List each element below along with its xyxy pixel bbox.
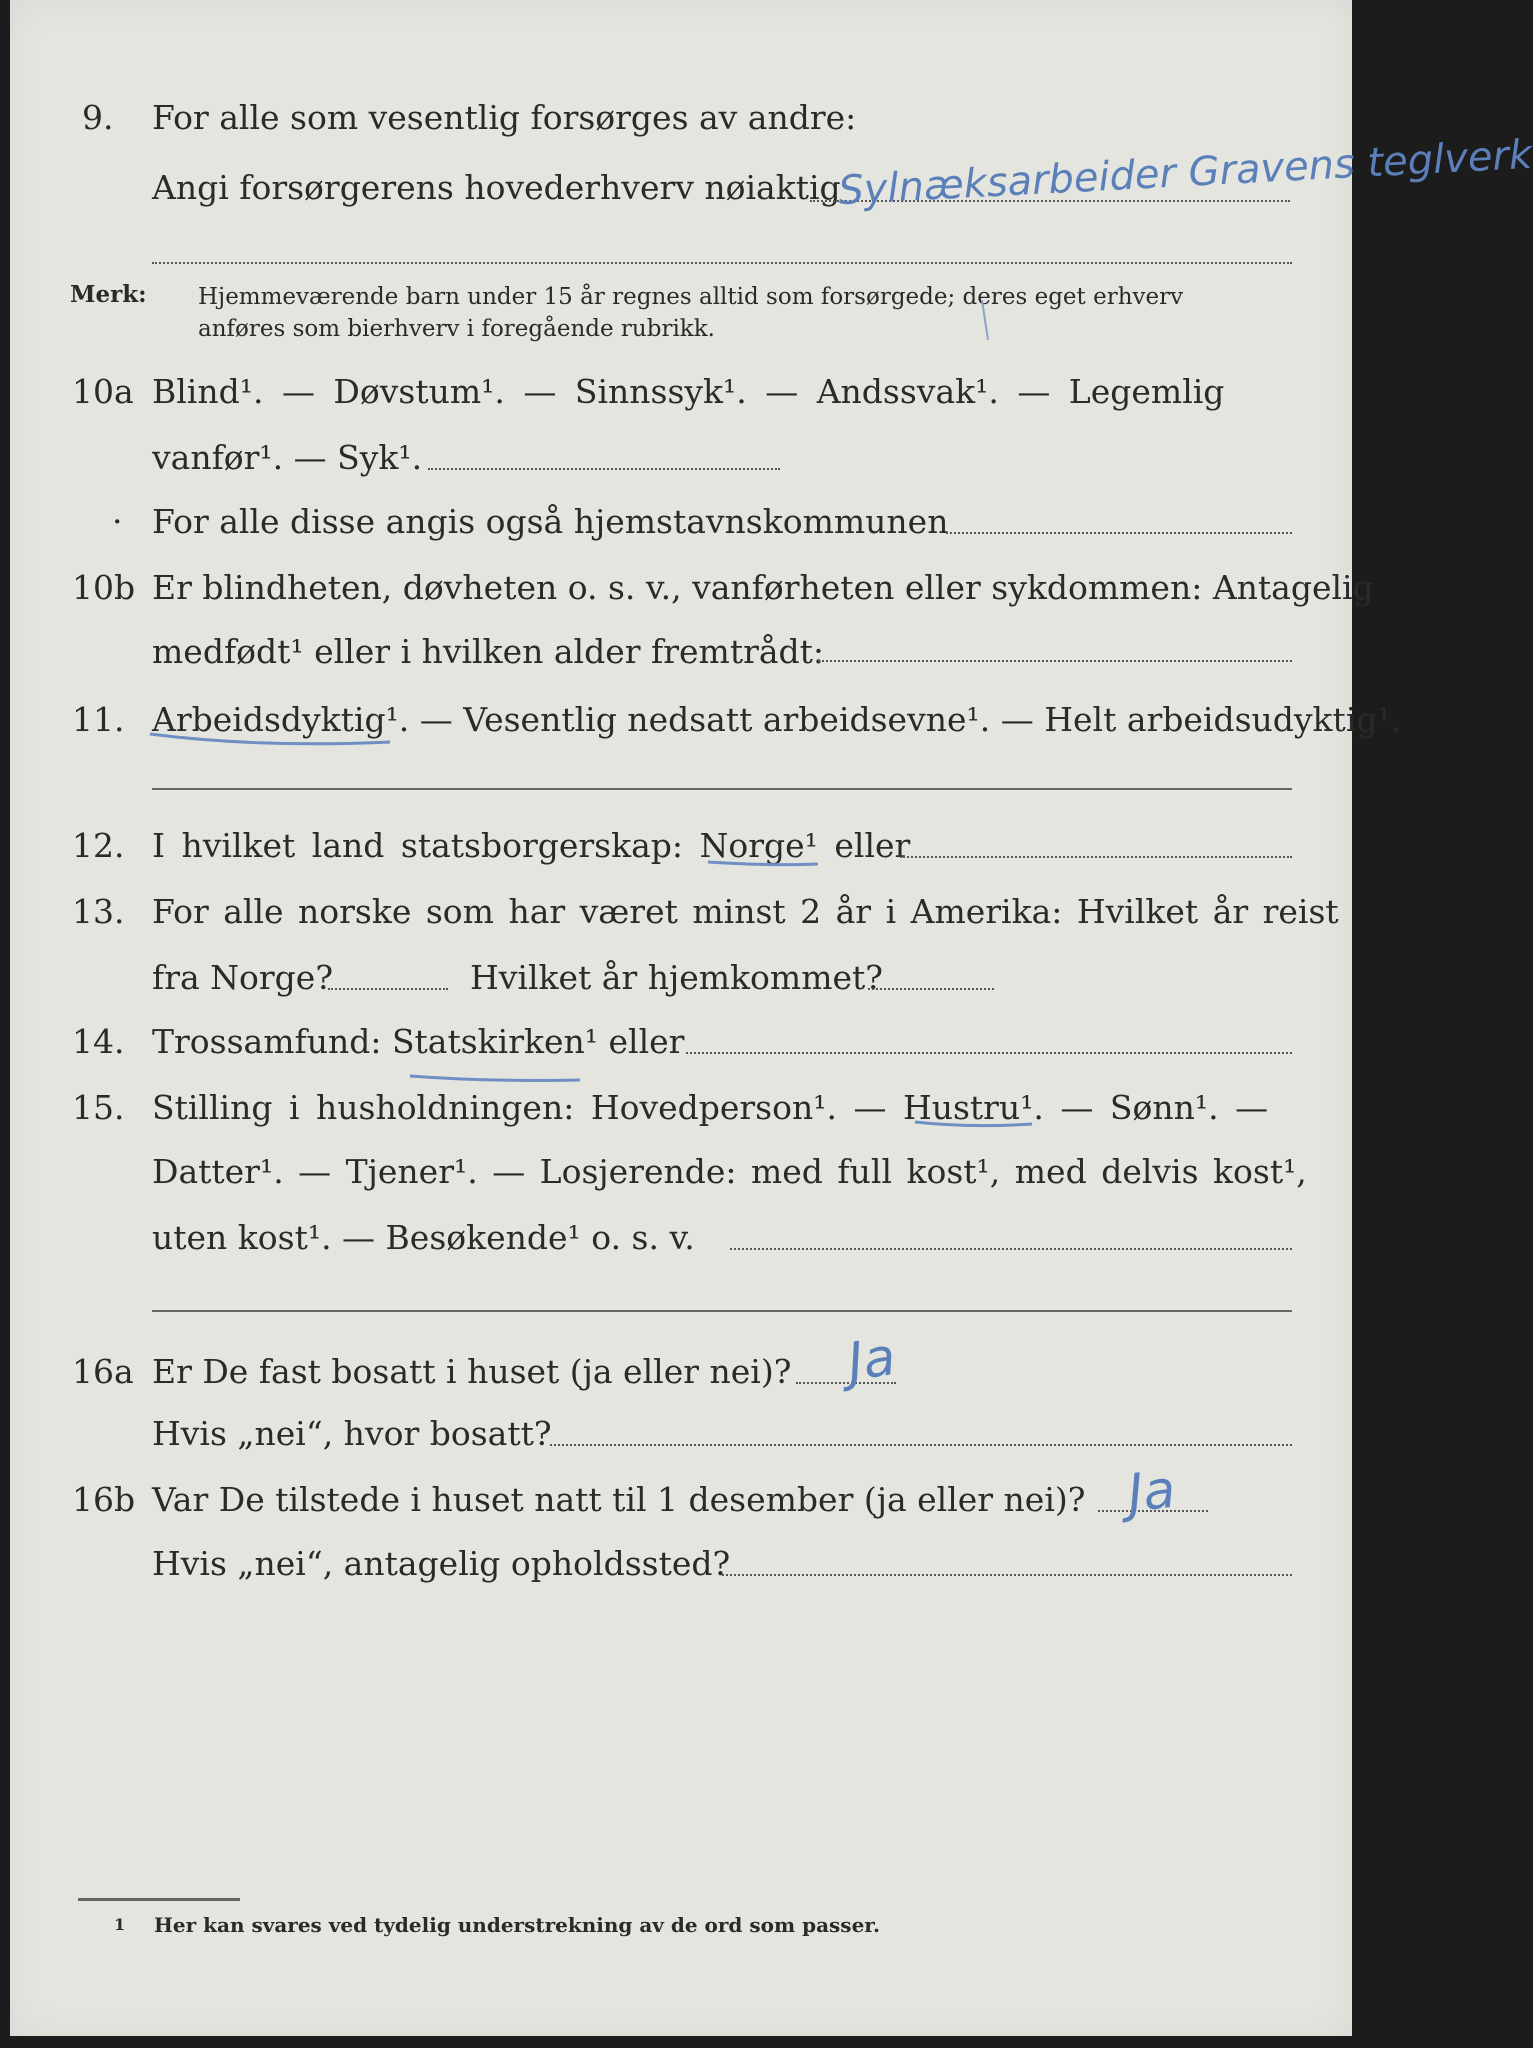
- q15-line2: Datter¹. — Tjener¹. — Losjerende: med full kost¹, med delvis kost¹,: [152, 1152, 1307, 1191]
- q10a-line1: Blind¹. — Døvstum¹. — Sinnssyk¹. — Andssvak¹. — Legemlig: [152, 372, 1225, 411]
- footnote-rule: [78, 1898, 240, 1901]
- q10a-line3: For alle disse angis også hjemstavnskommunen: [152, 502, 949, 541]
- footnote-text: Her kan svares ved tydelig understrekning av de ord som passer.: [154, 1913, 880, 1937]
- q13-line2a: fra Norge?: [152, 958, 334, 997]
- q16a-answer-line-2: [550, 1444, 1292, 1446]
- q16b-handwritten-answer: Ja: [1124, 1459, 1179, 1525]
- q16a-line1: Er De fast bosatt i huset (ja eller nei)?: [152, 1352, 792, 1391]
- q16a-number: 16a: [72, 1352, 134, 1391]
- q10a-answer-line-2: [946, 532, 1292, 534]
- q10a-line2: vanfør¹. — Syk¹.: [152, 438, 423, 477]
- q15-line3: uten kost¹. — Besøkende¹ o. s. v.: [152, 1218, 695, 1257]
- q11-number: 11.: [72, 700, 125, 739]
- q9-handwritten-answer: Sylnæksarbeider Gravens teglverk: [837, 131, 1533, 215]
- merk-line1: Hjemmeværende barn under 15 år regnes alltid som forsørgede; deres eget erhverv: [198, 284, 1184, 310]
- q9-line1: For alle som vesentlig forsørges av andre:: [152, 98, 857, 137]
- merk-label: Merk:: [70, 281, 147, 308]
- q10b-number: 10b: [72, 568, 136, 607]
- q16a-handwritten-answer: Ja: [844, 1327, 900, 1393]
- q12-number: 12.: [72, 826, 125, 865]
- q16b-answer-line-2: [722, 1574, 1292, 1576]
- q9-answer-line-2: [152, 262, 1292, 264]
- q10a-bullet: ·: [112, 502, 123, 541]
- q16b-line2: Hvis „nei“, antagelig opholdssted?: [152, 1544, 731, 1583]
- q13-line1: For alle norske som har været minst 2 år i Amerika: Hvilket år reist: [152, 892, 1339, 931]
- q10b-answer-line: [818, 660, 1292, 662]
- q13-year-returned-line: [868, 988, 994, 990]
- q15-number: 15.: [72, 1088, 125, 1127]
- q16b-number: 16b: [72, 1480, 136, 1519]
- q15-answer-line: [730, 1248, 1292, 1250]
- q13-year-left-line: [328, 988, 448, 990]
- q11-answer-line: [152, 788, 1292, 790]
- q15-line1: Stilling i husholdningen: Hovedperson¹. — Hustru¹. — Sønn¹. —: [152, 1088, 1269, 1127]
- q12-answer-line: [900, 856, 1292, 858]
- q14-answer-line: [686, 1052, 1292, 1054]
- q10b-line1: Er blindheten, døvheten o. s. v., vanførheten eller sykdommen: Antagelig: [152, 568, 1374, 607]
- q16b-line1: Var De tilstede i huset natt til 1 desember (ja eller nei)?: [152, 1480, 1086, 1519]
- q11-line1: Arbeidsdyktig¹. — Vesentlig nedsatt arbeidsevne¹. — Helt arbeidsudyktig¹.: [152, 700, 1402, 739]
- q9-number: 9.: [82, 98, 114, 137]
- q10b-line2: medfødt¹ eller i hvilken alder fremtrådt:: [152, 632, 825, 671]
- q13-number: 13.: [72, 892, 125, 931]
- q14-line1: Trossamfund: Statskirken¹ eller: [152, 1022, 685, 1061]
- q14-number: 14.: [72, 1022, 125, 1061]
- q9-line2: Angi forsørgerens hovederhverv nøiaktig: [152, 168, 841, 207]
- q10a-answer-line: [428, 468, 780, 470]
- q15-answer-line-2: [152, 1310, 1292, 1312]
- q12-line1: I hvilket land statsborgerskap: Norge¹ eller: [152, 826, 911, 865]
- footnote-mark: 1: [114, 1915, 126, 1934]
- census-form-page: [10, 0, 1533, 2036]
- q13-line2b: Hvilket år hjemkommet?: [470, 958, 883, 997]
- q10a-number: 10a: [72, 372, 134, 411]
- merk-line2: anføres som bierhverv i foregående rubrikk.: [198, 316, 715, 342]
- statskirken-underline: [410, 1076, 580, 1081]
- q16a-line2: Hvis „nei“, hvor bosatt?: [152, 1414, 552, 1453]
